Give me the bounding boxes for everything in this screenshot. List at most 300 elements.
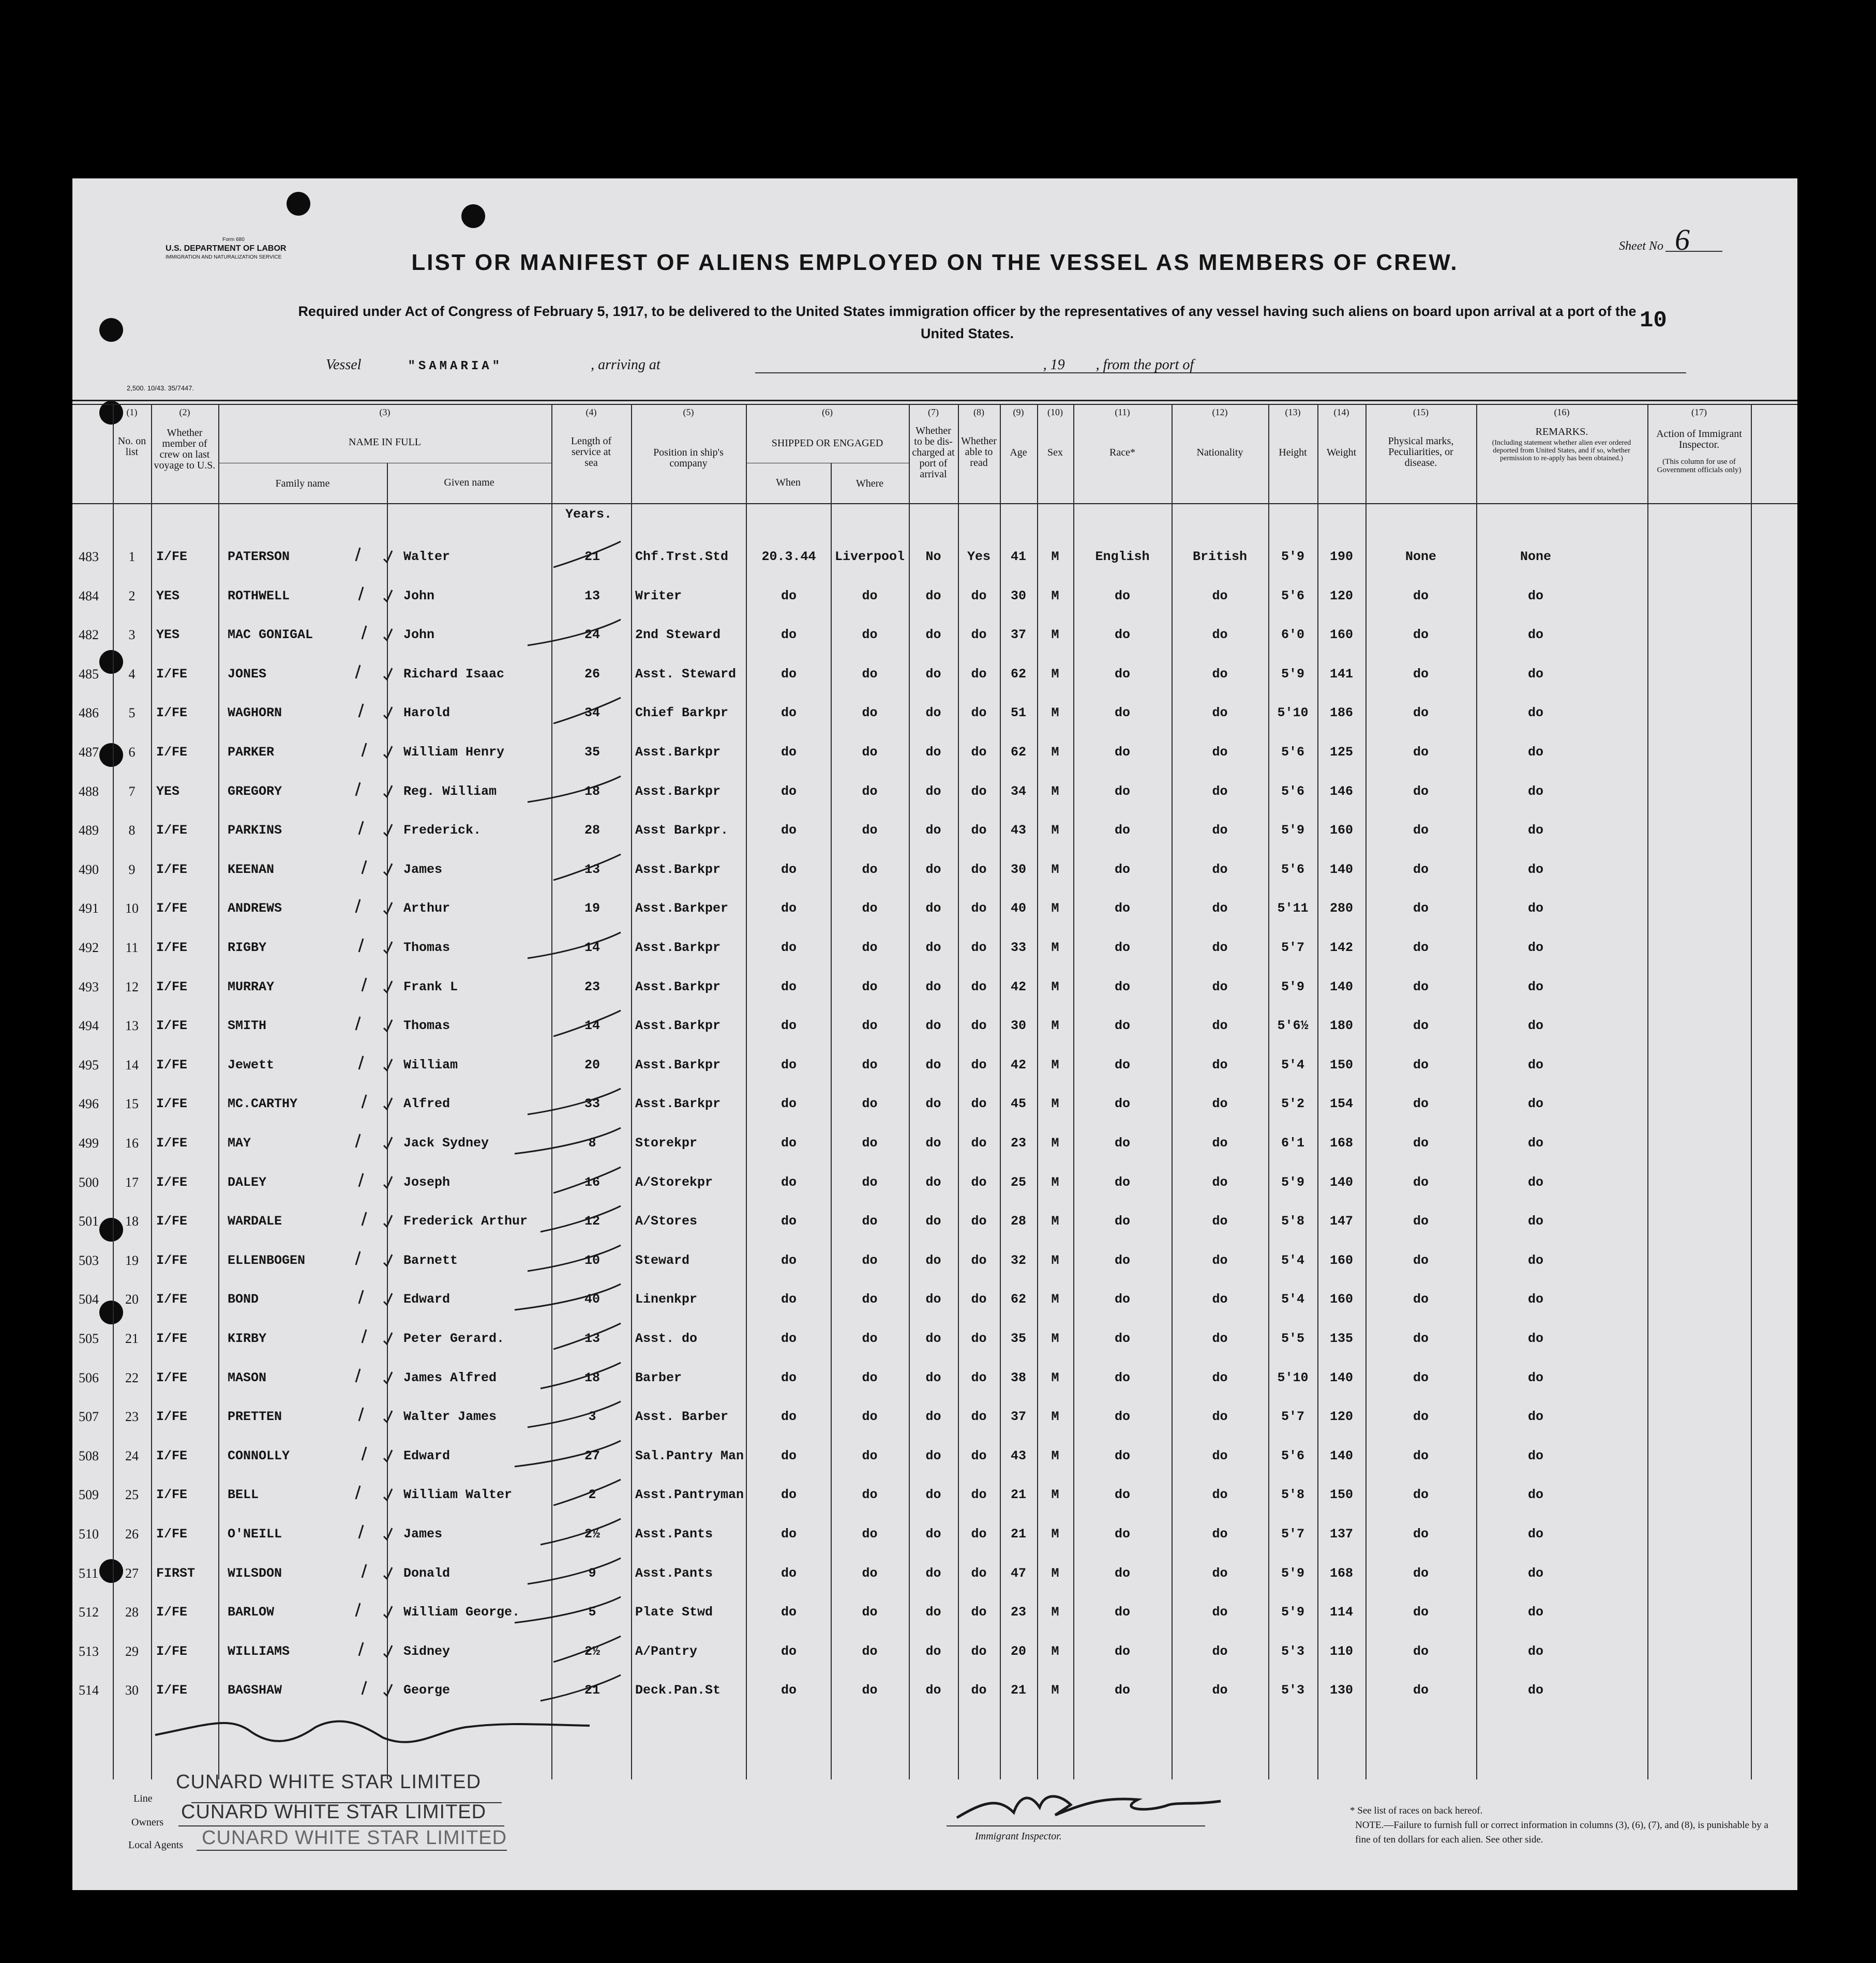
row-shipped-where: do bbox=[862, 1058, 878, 1073]
check-mark bbox=[384, 1255, 392, 1266]
row-age: 43 bbox=[1010, 823, 1026, 838]
row-discharged: do bbox=[925, 901, 941, 916]
row-nationality: do bbox=[1212, 1683, 1228, 1698]
check-mark bbox=[362, 1681, 366, 1695]
row-sequence: 492 bbox=[79, 940, 99, 955]
row-physical-marks: do bbox=[1413, 862, 1429, 877]
row-member-status: YES bbox=[156, 784, 180, 799]
row-shipped-where: do bbox=[862, 1605, 878, 1620]
row-family-name: PATERSON bbox=[228, 549, 290, 564]
row-able-to-read: do bbox=[971, 1683, 987, 1698]
row-discharged: do bbox=[925, 784, 941, 799]
department: U.S. DEPARTMENT OF LABOR bbox=[166, 244, 287, 253]
row-shipped-when: do bbox=[781, 979, 797, 994]
column-number: (14) bbox=[1333, 407, 1349, 417]
row-family-name: GREGORY bbox=[228, 784, 282, 799]
row-sex: M bbox=[1051, 1136, 1059, 1151]
check-mark bbox=[356, 548, 360, 561]
row-position: Asst.Barkpr bbox=[635, 1096, 721, 1111]
row-shipped-where: do bbox=[862, 1644, 878, 1659]
check-mark bbox=[359, 939, 363, 952]
row-given-name: Walter bbox=[403, 549, 451, 564]
row-discharged: do bbox=[925, 667, 941, 682]
row-family-name: KEENAN bbox=[228, 862, 275, 877]
row-service-years: 21 bbox=[584, 549, 600, 564]
row-able-to-read: do bbox=[971, 1487, 987, 1502]
row-sequence: 484 bbox=[79, 588, 99, 603]
row-nationality: do bbox=[1212, 1175, 1228, 1190]
row-weight: 130 bbox=[1329, 1683, 1353, 1698]
row-service-years: 10 bbox=[584, 1253, 600, 1268]
row-family-name: ANDREWS bbox=[228, 901, 282, 916]
row-height: 5'8 bbox=[1281, 1214, 1304, 1229]
row-discharged: do bbox=[925, 1331, 941, 1346]
row-shipped-when: do bbox=[781, 1096, 797, 1111]
column-number: (16) bbox=[1554, 407, 1570, 417]
service-pen-line bbox=[528, 1089, 621, 1114]
row-given-name: Jack Sydney bbox=[403, 1136, 489, 1151]
check-mark bbox=[362, 978, 366, 991]
check-mark bbox=[356, 1251, 360, 1265]
row-remarks: do bbox=[1527, 1096, 1543, 1111]
row-nationality: do bbox=[1212, 901, 1228, 916]
row-age: 62 bbox=[1010, 1292, 1026, 1307]
row-service-years: 2½ bbox=[584, 1527, 600, 1542]
row-service-years: 16 bbox=[584, 1175, 600, 1190]
row-service-years: 14 bbox=[584, 1018, 600, 1033]
row-number: 18 bbox=[125, 1214, 139, 1229]
row-family-name: MURRAY bbox=[228, 979, 275, 994]
row-race: do bbox=[1114, 1566, 1130, 1581]
row-discharged: do bbox=[925, 627, 941, 642]
check-mark bbox=[359, 1290, 363, 1304]
row-age: 30 bbox=[1010, 588, 1026, 603]
row-position: Steward bbox=[635, 1253, 690, 1268]
row-race: do bbox=[1114, 784, 1130, 799]
row-race: do bbox=[1114, 1136, 1130, 1151]
check-mark bbox=[384, 1098, 392, 1109]
check-mark bbox=[356, 899, 360, 913]
row-shipped-where: do bbox=[862, 1096, 878, 1111]
row-given-name: Edward bbox=[403, 1292, 451, 1307]
row-service-years: 13 bbox=[584, 862, 600, 877]
row-family-name: KIRBY bbox=[228, 1331, 267, 1346]
row-race: do bbox=[1114, 1644, 1130, 1659]
header-remarks: REMARKS. bbox=[1535, 426, 1588, 437]
check-mark bbox=[384, 590, 392, 601]
row-race: do bbox=[1114, 862, 1130, 877]
check-mark bbox=[384, 1489, 392, 1500]
row-physical-marks: do bbox=[1413, 979, 1429, 994]
row-shipped-when: do bbox=[781, 1566, 797, 1581]
row-race: do bbox=[1114, 1214, 1130, 1229]
row-physical-marks: do bbox=[1413, 1683, 1429, 1698]
row-sex: M bbox=[1051, 705, 1059, 720]
row-given-name: Frederick Arthur bbox=[403, 1214, 528, 1229]
row-given-name: William Henry bbox=[403, 745, 505, 760]
row-weight: 160 bbox=[1329, 1253, 1353, 1268]
row-remarks: None bbox=[1520, 549, 1551, 564]
row-shipped-where: do bbox=[862, 1448, 878, 1463]
check-mark bbox=[359, 1173, 363, 1187]
row-age: 25 bbox=[1010, 1175, 1026, 1190]
inspector-label: Immigrant Inspector. bbox=[975, 1831, 1062, 1842]
row-race: do bbox=[1114, 1370, 1130, 1385]
header-age: Age bbox=[1010, 447, 1027, 458]
footer-notes bbox=[1288, 1804, 1769, 1847]
column-number: (9) bbox=[1013, 407, 1024, 417]
row-remarks: do bbox=[1527, 1566, 1543, 1581]
row-family-name: O'NEILL bbox=[228, 1527, 282, 1542]
row-number: 19 bbox=[125, 1253, 139, 1268]
row-position: Asst.Barkper bbox=[635, 901, 729, 916]
row-able-to-read: do bbox=[971, 862, 987, 877]
row-weight: 125 bbox=[1329, 745, 1353, 760]
row-physical-marks: do bbox=[1413, 667, 1429, 682]
row-shipped-where: do bbox=[862, 627, 878, 642]
service-pen-line bbox=[553, 1479, 621, 1505]
header-when: When bbox=[776, 477, 801, 488]
row-position: Linenkpr bbox=[635, 1292, 698, 1307]
service-pen-line bbox=[541, 1675, 621, 1701]
row-race: do bbox=[1114, 1527, 1130, 1542]
row-physical-marks: do bbox=[1413, 901, 1429, 916]
row-shipped-where: do bbox=[862, 1175, 878, 1190]
row-weight: 147 bbox=[1329, 1214, 1353, 1229]
row-able-to-read: do bbox=[971, 1096, 987, 1111]
row-shipped-where: do bbox=[862, 1370, 878, 1385]
service-pen-line bbox=[515, 1284, 621, 1310]
row-given-name: George bbox=[403, 1683, 451, 1698]
row-shipped-when: do bbox=[781, 1644, 797, 1659]
row-service-years: 27 bbox=[584, 1448, 600, 1463]
row-given-name: James bbox=[403, 1527, 443, 1542]
row-remarks: do bbox=[1527, 1214, 1543, 1229]
row-race: do bbox=[1114, 1683, 1130, 1698]
row-sex: M bbox=[1051, 940, 1059, 955]
row-age: 47 bbox=[1010, 1566, 1026, 1581]
row-weight: 141 bbox=[1329, 667, 1353, 682]
check-mark bbox=[384, 981, 392, 992]
row-nationality: do bbox=[1212, 1136, 1228, 1151]
header-nationality: Nationality bbox=[1196, 447, 1243, 458]
row-position: Writer bbox=[635, 588, 682, 603]
row-sex: M bbox=[1051, 1605, 1059, 1620]
check-mark bbox=[359, 1056, 363, 1069]
row-shipped-when: do bbox=[781, 1058, 797, 1073]
row-remarks: do bbox=[1527, 823, 1543, 838]
row-nationality: do bbox=[1212, 1370, 1228, 1385]
row-physical-marks: do bbox=[1413, 940, 1429, 955]
row-number: 4 bbox=[128, 667, 136, 682]
row-age: 20 bbox=[1010, 1644, 1026, 1659]
row-weight: 160 bbox=[1329, 823, 1353, 838]
row-race: do bbox=[1114, 1096, 1130, 1111]
row-height: 5'4 bbox=[1281, 1253, 1304, 1268]
row-physical-marks: do bbox=[1413, 1018, 1429, 1033]
row-position: Asst.Barkpr bbox=[635, 784, 721, 799]
header-action: Action of Immigrant Inspector. bbox=[1656, 428, 1742, 450]
row-family-name: DALEY bbox=[228, 1175, 267, 1190]
row-service-years: 13 bbox=[584, 1331, 600, 1346]
row-remarks: do bbox=[1527, 1136, 1543, 1151]
row-weight: 190 bbox=[1329, 549, 1353, 564]
row-number: 6 bbox=[128, 745, 136, 760]
row-shipped-when: do bbox=[781, 588, 797, 603]
row-nationality: do bbox=[1212, 1566, 1228, 1581]
row-age: 23 bbox=[1010, 1136, 1026, 1151]
row-service-years: 13 bbox=[584, 588, 600, 603]
row-sequence: 493 bbox=[79, 979, 99, 994]
row-age: 45 bbox=[1010, 1096, 1026, 1111]
row-nationality: do bbox=[1212, 1605, 1228, 1620]
row-shipped-where: do bbox=[862, 1253, 878, 1268]
row-age: 23 bbox=[1010, 1605, 1026, 1620]
row-weight: 137 bbox=[1329, 1527, 1353, 1542]
row-remarks: do bbox=[1527, 1409, 1543, 1424]
row-position: A/Stores bbox=[635, 1214, 698, 1229]
row-service-years: 33 bbox=[584, 1096, 600, 1111]
column-number: (3) bbox=[379, 407, 391, 417]
check-mark bbox=[356, 1017, 360, 1030]
row-service-years: 14 bbox=[584, 940, 600, 955]
row-remarks: do bbox=[1527, 1605, 1543, 1620]
row-sex: M bbox=[1051, 1527, 1059, 1542]
check-mark bbox=[359, 821, 363, 835]
row-sequence: 489 bbox=[79, 823, 99, 838]
row-shipped-when: do bbox=[781, 1253, 797, 1268]
column-number: (1) bbox=[126, 407, 138, 417]
row-family-name: BAGSHAW bbox=[228, 1683, 282, 1698]
row-family-name: BELL bbox=[228, 1487, 259, 1502]
row-sex: M bbox=[1051, 745, 1059, 760]
row-nationality: do bbox=[1212, 823, 1228, 838]
row-family-name: MC.CARTHY bbox=[228, 1096, 298, 1111]
check-mark bbox=[384, 629, 392, 640]
row-remarks: do bbox=[1527, 1448, 1543, 1463]
header-family-name: Family name bbox=[275, 478, 330, 489]
row-family-name: SMITH bbox=[228, 1018, 267, 1033]
check-mark bbox=[359, 587, 363, 600]
row-race: do bbox=[1114, 705, 1130, 720]
row-member-status: I/FE bbox=[156, 667, 188, 682]
row-height: 5'9 bbox=[1281, 1566, 1304, 1581]
row-height: 5'2 bbox=[1281, 1096, 1304, 1111]
row-age: 30 bbox=[1010, 1018, 1026, 1033]
row-number: 9 bbox=[128, 862, 136, 877]
row-member-status: I/FE bbox=[156, 1175, 188, 1190]
row-able-to-read: do bbox=[971, 1644, 987, 1659]
check-mark bbox=[356, 665, 360, 678]
row-weight: 135 bbox=[1329, 1331, 1353, 1346]
check-mark bbox=[384, 824, 392, 836]
row-service-years: 8 bbox=[588, 1136, 596, 1151]
row-sex: M bbox=[1051, 1096, 1059, 1111]
row-family-name: JONES bbox=[228, 667, 267, 682]
row-shipped-when: 20.3.44 bbox=[761, 549, 816, 564]
row-position: A/Storekpr bbox=[635, 1175, 713, 1190]
row-service-years: 35 bbox=[584, 745, 600, 760]
row-number: 12 bbox=[125, 979, 139, 994]
row-family-name: MAY bbox=[228, 1136, 251, 1151]
row-height: 5'9 bbox=[1281, 1175, 1304, 1190]
row-weight: 280 bbox=[1329, 901, 1353, 916]
service-pen-line bbox=[553, 1010, 621, 1036]
row-discharged: do bbox=[925, 1292, 941, 1307]
row-member-status: I/FE bbox=[156, 1214, 188, 1229]
row-number: 8 bbox=[128, 823, 136, 838]
row-given-name: Thomas bbox=[403, 940, 451, 955]
row-member-status: I/FE bbox=[156, 1409, 188, 1424]
header-name-in-full: NAME IN FULL bbox=[349, 436, 421, 448]
row-given-name: Richard Isaac bbox=[403, 667, 505, 682]
row-sex: M bbox=[1051, 1018, 1059, 1033]
row-member-status: I/FE bbox=[156, 940, 188, 955]
row-weight: 120 bbox=[1329, 1409, 1353, 1424]
row-remarks: do bbox=[1527, 1370, 1543, 1385]
check-mark bbox=[359, 1525, 363, 1538]
row-given-name: Reg. William bbox=[403, 784, 497, 799]
row-member-status: I/FE bbox=[156, 1018, 188, 1033]
pen-marks bbox=[72, 178, 1797, 1890]
row-able-to-read: do bbox=[971, 823, 987, 838]
row-sequence: 513 bbox=[79, 1644, 99, 1659]
row-nationality: do bbox=[1212, 1214, 1228, 1229]
row-position: Storekpr bbox=[635, 1136, 698, 1151]
row-shipped-where: do bbox=[862, 940, 878, 955]
row-position: Chf.Trst.Std bbox=[635, 549, 729, 564]
row-age: 42 bbox=[1010, 979, 1026, 994]
row-sex: M bbox=[1051, 1292, 1059, 1307]
row-service-years: 40 bbox=[584, 1292, 600, 1307]
check-mark bbox=[384, 1567, 392, 1579]
row-given-name: Frank L bbox=[403, 979, 458, 994]
check-mark bbox=[384, 1176, 392, 1188]
row-race: do bbox=[1114, 1292, 1130, 1307]
row-number: 7 bbox=[128, 784, 136, 799]
sheet-number-label: Sheet No bbox=[1619, 239, 1663, 253]
line-stamp: CUNARD WHITE STAR LIMITED bbox=[176, 1771, 482, 1793]
row-given-name: John bbox=[403, 588, 435, 603]
row-shipped-when: do bbox=[781, 940, 797, 955]
row-shipped-when: do bbox=[781, 1448, 797, 1463]
row-able-to-read: do bbox=[971, 1058, 987, 1073]
row-race: do bbox=[1114, 823, 1130, 838]
row-shipped-where: do bbox=[862, 1331, 878, 1346]
row-physical-marks: do bbox=[1413, 1292, 1429, 1307]
row-able-to-read: do bbox=[971, 745, 987, 760]
row-sequence: 503 bbox=[79, 1253, 99, 1268]
row-sequence: 483 bbox=[79, 549, 99, 564]
row-nationality: do bbox=[1212, 1409, 1228, 1424]
row-number: 2 bbox=[128, 588, 136, 603]
row-race: do bbox=[1114, 1448, 1130, 1463]
row-given-name: Thomas bbox=[403, 1018, 451, 1033]
row-member-status: I/FE bbox=[156, 1370, 188, 1385]
row-sex: M bbox=[1051, 823, 1059, 838]
service-pen-line bbox=[553, 541, 621, 567]
check-mark bbox=[384, 1645, 392, 1657]
row-given-name: James Alfred bbox=[403, 1370, 497, 1385]
row-nationality: do bbox=[1212, 627, 1228, 642]
row-weight: 140 bbox=[1329, 1448, 1353, 1463]
page-mark: 10 bbox=[1640, 308, 1667, 334]
row-height: 5'7 bbox=[1281, 1527, 1304, 1542]
header-position: Position in ship's company bbox=[653, 447, 724, 469]
row-physical-marks: do bbox=[1413, 1370, 1429, 1385]
row-discharged: do bbox=[925, 979, 941, 994]
row-shipped-where: do bbox=[862, 1409, 878, 1424]
row-family-name: MAC GONIGAL bbox=[228, 627, 313, 642]
row-member-status: I/FE bbox=[156, 1448, 188, 1463]
row-weight: 160 bbox=[1329, 627, 1353, 642]
header-action-note: (This column for use of Government officials only) bbox=[1657, 458, 1742, 474]
row-shipped-where: do bbox=[862, 979, 878, 994]
row-service-years: 18 bbox=[584, 784, 600, 799]
row-physical-marks: do bbox=[1413, 1487, 1429, 1502]
row-able-to-read: do bbox=[971, 940, 987, 955]
check-mark bbox=[362, 626, 366, 639]
row-able-to-read: do bbox=[971, 979, 987, 994]
row-family-name: Jewett bbox=[228, 1058, 275, 1073]
row-age: 21 bbox=[1010, 1683, 1026, 1698]
row-sex: M bbox=[1051, 1448, 1059, 1463]
row-nationality: do bbox=[1212, 1018, 1228, 1033]
row-height: 5'4 bbox=[1281, 1292, 1304, 1307]
row-remarks: do bbox=[1527, 1331, 1543, 1346]
check-mark bbox=[362, 743, 366, 757]
service-pen-line bbox=[515, 1597, 621, 1623]
header-sex: Sex bbox=[1047, 447, 1063, 458]
row-shipped-when: do bbox=[781, 1018, 797, 1033]
row-discharged: do bbox=[925, 823, 941, 838]
row-shipped-when: do bbox=[781, 1136, 797, 1151]
row-position: Asst.Barkpr bbox=[635, 940, 721, 955]
row-sex: M bbox=[1051, 901, 1059, 916]
row-given-name: William bbox=[403, 1058, 458, 1073]
row-shipped-when: do bbox=[781, 705, 797, 720]
header-length-of-service: Length of service at sea bbox=[571, 435, 612, 469]
row-height: 5'6 bbox=[1281, 862, 1304, 877]
row-sequence: 501 bbox=[79, 1214, 99, 1229]
header-remarks-note: (Including statement whether alien ever ordered deported from United States, and if so, whether permission to re-apply has been obtained.) bbox=[1492, 439, 1631, 462]
row-weight: 120 bbox=[1329, 588, 1353, 603]
row-shipped-when: do bbox=[781, 1487, 797, 1502]
row-member-status: FIRST bbox=[156, 1566, 196, 1581]
row-height: 5'6 bbox=[1281, 1448, 1304, 1463]
row-position: A/Pantry bbox=[635, 1644, 698, 1659]
row-height: 6'0 bbox=[1281, 627, 1304, 642]
row-able-to-read: do bbox=[971, 1136, 987, 1151]
row-position: Asst.Barkpr bbox=[635, 1058, 721, 1073]
row-age: 37 bbox=[1010, 1409, 1026, 1424]
service-pen-line bbox=[553, 854, 621, 880]
row-age: 21 bbox=[1010, 1527, 1026, 1542]
service-pen-line bbox=[515, 1441, 621, 1467]
service-pen-line bbox=[528, 776, 621, 802]
row-age: 32 bbox=[1010, 1253, 1026, 1268]
row-shipped-when: do bbox=[781, 784, 797, 799]
row-race: do bbox=[1114, 901, 1130, 916]
row-number: 25 bbox=[125, 1487, 139, 1502]
row-nationality: do bbox=[1212, 1253, 1228, 1268]
row-position: Asst.Barkpr bbox=[635, 862, 721, 877]
row-discharged: do bbox=[925, 1058, 941, 1073]
row-sequence: 494 bbox=[79, 1018, 99, 1033]
header-whether-member: Whether member of crew on last voyage to U.S. bbox=[154, 427, 216, 471]
row-nationality: British bbox=[1192, 549, 1248, 564]
header-height: Height bbox=[1279, 447, 1307, 458]
